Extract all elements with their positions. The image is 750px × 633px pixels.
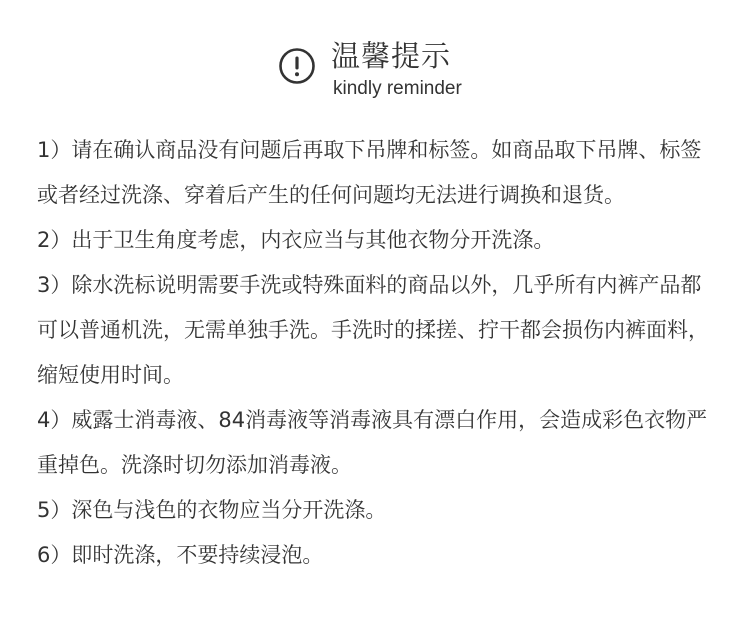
reminder-subtitle: kindly reminder — [333, 78, 462, 99]
note-item-4: 4）威露士消毒液、84消毒液等消毒液具有漂白作用，会造成彩色衣物严重掉色。洗涤时切勿添加消毒液。 — [37, 408, 708, 477]
note-item-6: 6）即时洗涤，不要持续浸泡。 — [37, 543, 324, 567]
note-item-5: 5）深色与浅色的衣物应当分开洗涤。 — [37, 498, 387, 522]
note-item-1: 1）请在确认商品没有问题后再取下吊牌和标签。如商品取下吊牌、标签或者经过洗涤、穿着后产生的任何问题均无法进行调换和退货。 — [37, 138, 702, 207]
note-item-2: 2）出于卫生角度考虑，内衣应当与其他衣物分开洗涤。 — [37, 228, 555, 252]
reminder-notes-list — [37, 128, 717, 578]
exclamation-circle-icon — [279, 48, 315, 84]
note-item-3: 3）除水洗标说明需要手洗或特殊面料的商品以外，几乎所有内裤产品都可以普通机洗，无需单独手洗。手洗时的揉搓、拧干都会损伤内裤面料，缩短使用时间。 — [37, 273, 709, 387]
reminder-title: 温馨提示 — [331, 39, 452, 73]
reminder-header — [277, 40, 537, 102]
